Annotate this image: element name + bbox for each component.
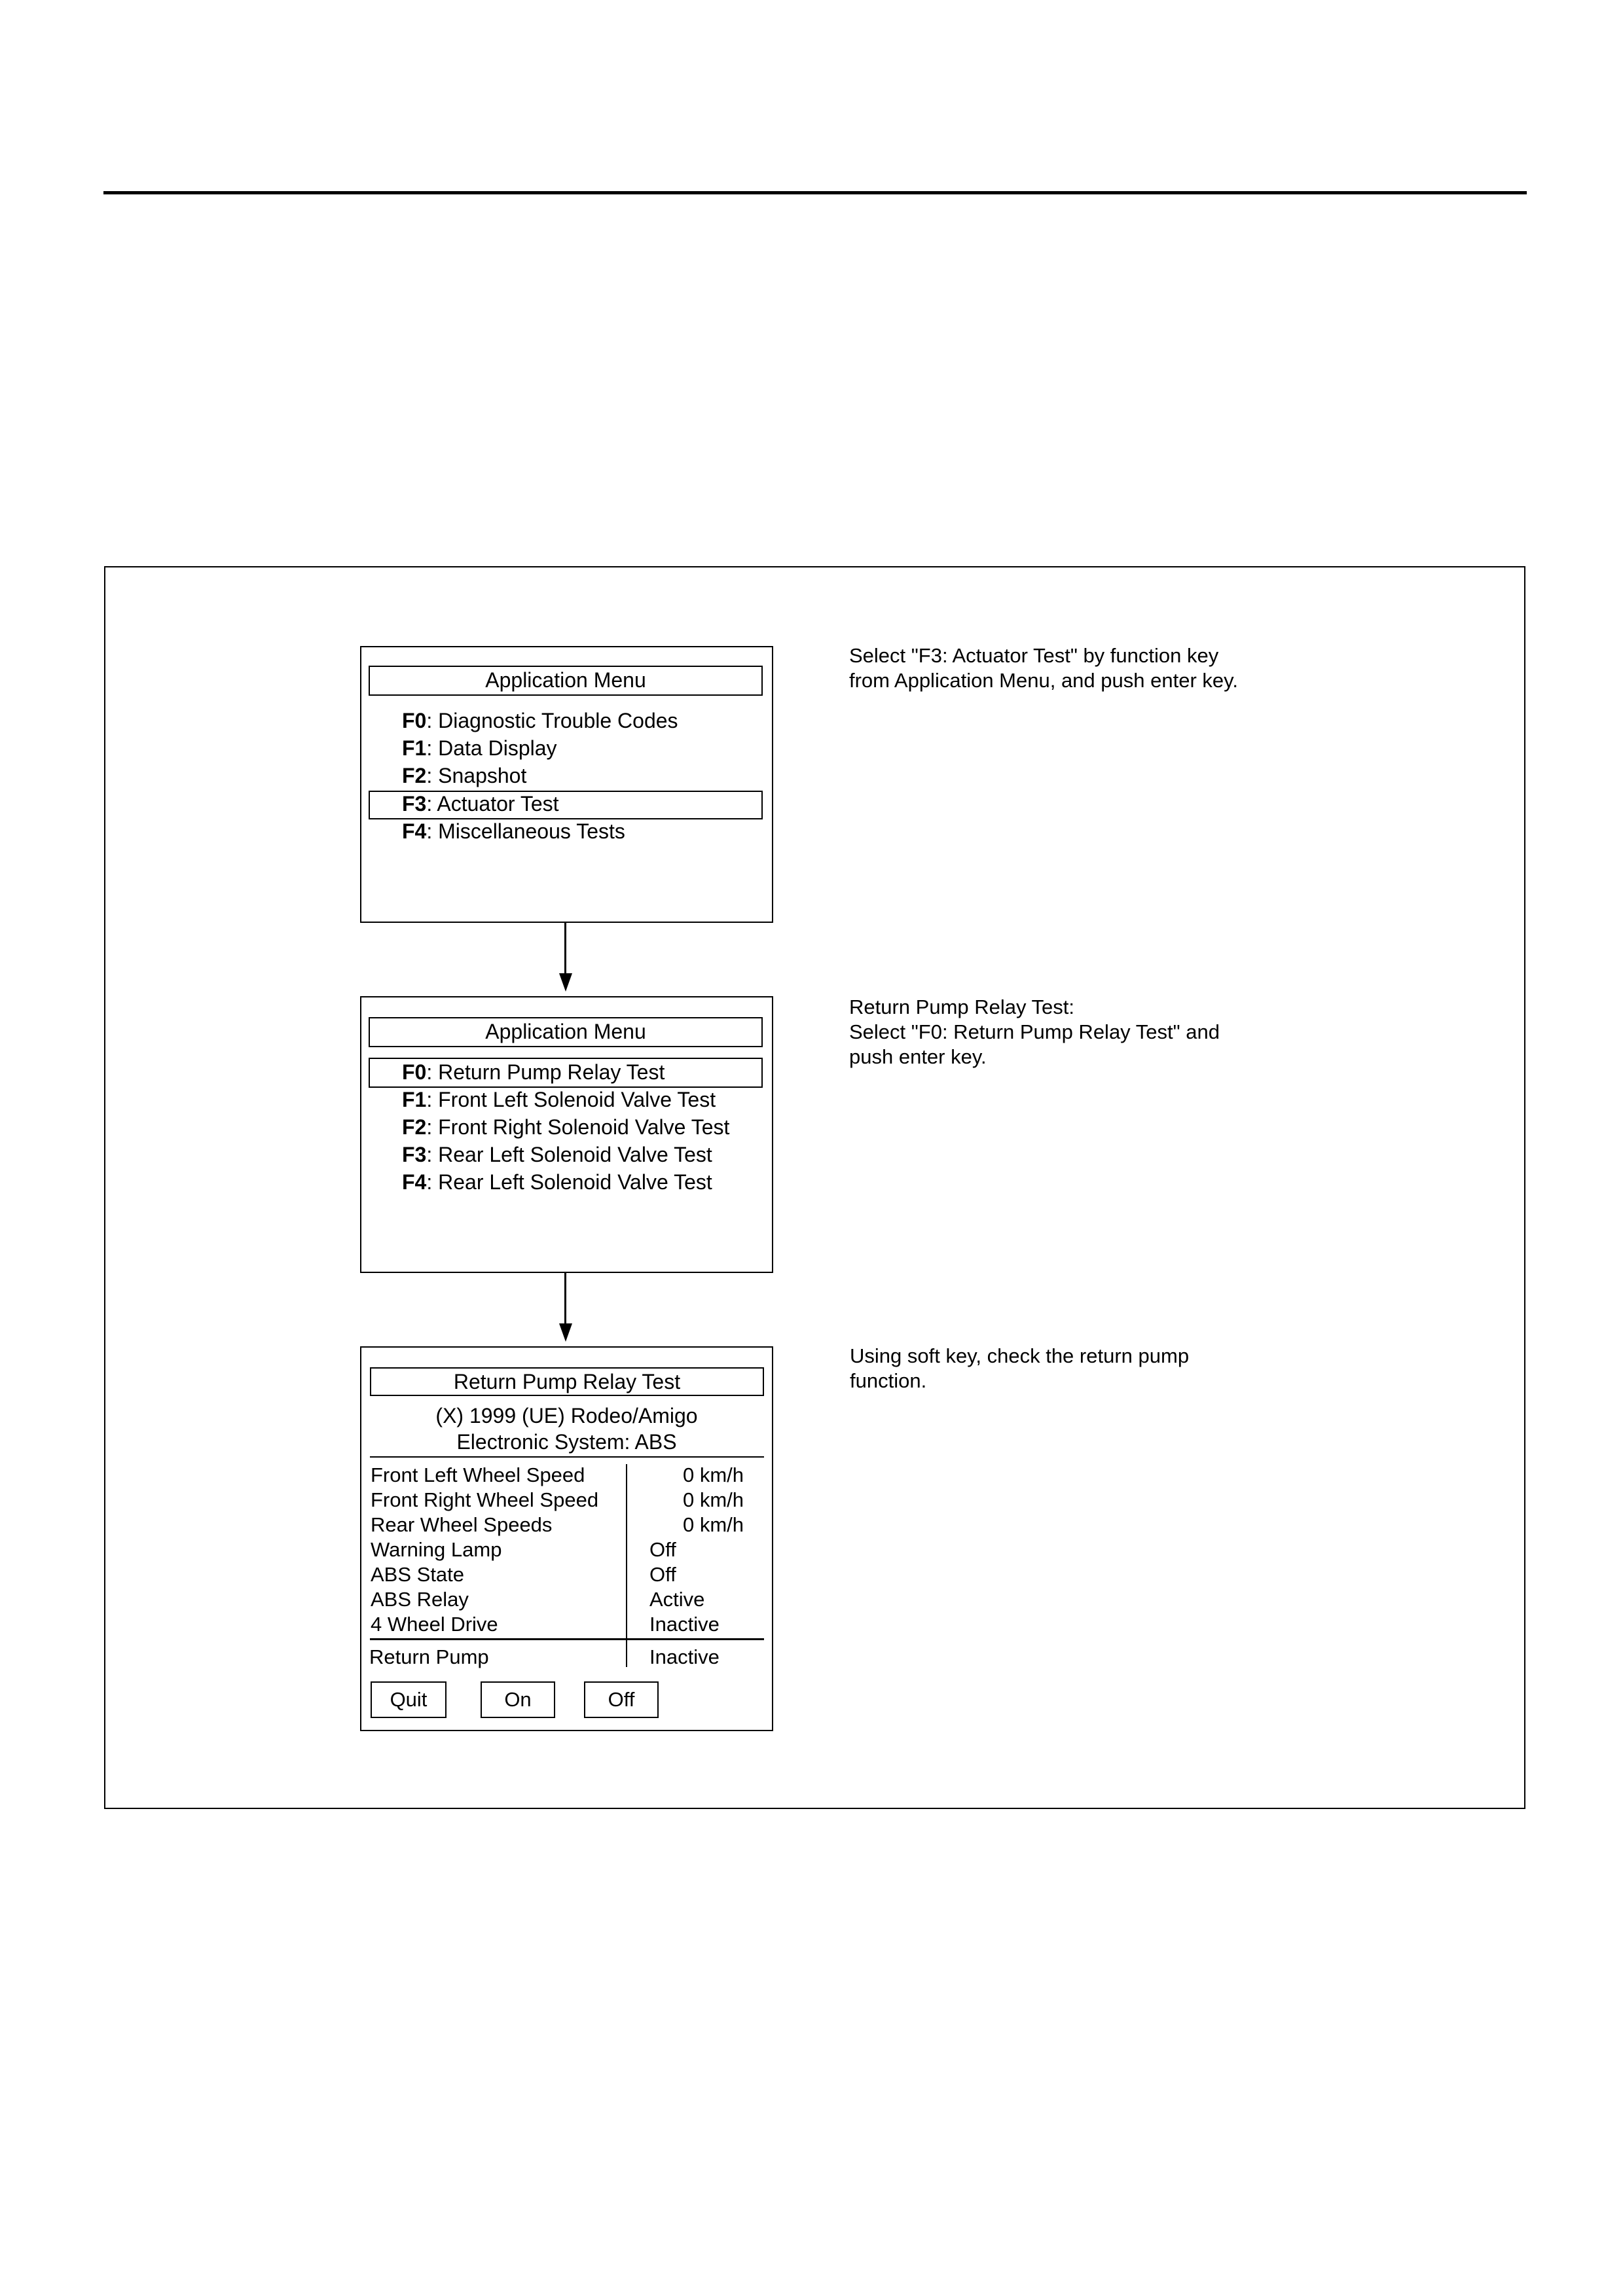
data-value: Off [649, 1538, 676, 1561]
application-menu-screen [360, 646, 773, 923]
menu-item-data-display[interactable]: F1: Data Display [402, 736, 557, 760]
menu-item-actuator-test[interactable]: F3: Actuator Test [402, 792, 559, 816]
screen-title: Return Pump Relay Test [370, 1367, 764, 1396]
menu-item-return-pump-relay-test[interactable]: F0: Return Pump Relay Test [402, 1060, 665, 1084]
system-info: Electronic System: ABS [456, 1430, 677, 1454]
return-pump-label: Return Pump [369, 1645, 489, 1668]
data-value: 0 km/h [682, 1488, 744, 1511]
flow-arrow [564, 923, 566, 975]
flow-arrow [564, 1273, 566, 1325]
arrow-head-icon [559, 1323, 572, 1342]
arrow-head-icon [559, 973, 572, 992]
return-pump-relay-test-screen [360, 1346, 773, 1731]
actuator-test-menu-screen [360, 996, 773, 1273]
data-value: Inactive [649, 1613, 720, 1636]
data-value: Off [649, 1563, 676, 1586]
quit-button[interactable]: Quit [371, 1681, 447, 1718]
menu-item-rear-left-solenoid-valve-test[interactable]: F3: Rear Left Solenoid Valve Test [402, 1143, 712, 1166]
header-rule [103, 191, 1527, 194]
figure-frame [104, 566, 1525, 1809]
data-label: 4 Wheel Drive [371, 1613, 498, 1636]
menu-item-diagnostic-trouble-codes[interactable]: F0: Diagnostic Trouble Codes [402, 709, 678, 732]
data-label: Warning Lamp [371, 1538, 502, 1561]
menu-item-miscellaneous-tests[interactable]: F4: Miscellaneous Tests [402, 819, 625, 843]
data-value: Active [649, 1588, 705, 1611]
vehicle-info: (X) 1999 (UE) Rodeo/Amigo [435, 1404, 698, 1427]
return-pump-value: Inactive [649, 1645, 720, 1668]
instruction-note: Using soft key, check the return pump function. [850, 1344, 1190, 1392]
off-button[interactable]: Off [584, 1681, 659, 1718]
screen-title: Application Menu [369, 666, 763, 696]
data-value: 0 km/h [682, 1513, 744, 1536]
screen-title: Application Menu [369, 1017, 763, 1047]
menu-item-front-right-solenoid-valve-test[interactable]: F2: Front Right Solenoid Valve Test [402, 1115, 730, 1139]
column-divider [626, 1646, 627, 1667]
instruction-note: Return Pump Relay Test: Select "F0: Return Pump Relay Test" and push enter key. [849, 996, 1220, 1068]
divider [370, 1638, 764, 1640]
menu-item-snapshot[interactable]: F2: Snapshot [402, 764, 527, 787]
data-label: ABS Relay [371, 1588, 469, 1611]
data-label: Front Right Wheel Speed [371, 1488, 599, 1511]
data-label: ABS State [371, 1563, 465, 1586]
divider [370, 1456, 764, 1458]
column-divider [626, 1464, 627, 1666]
instruction-note: Select "F3: Actuator Test" by function key from Application Menu, and push enter key. [849, 644, 1238, 692]
data-label: Front Left Wheel Speed [371, 1463, 585, 1486]
menu-item-rear-left-solenoid-valve-test-2[interactable]: F4: Rear Left Solenoid Valve Test [402, 1170, 712, 1194]
data-label: Rear Wheel Speeds [371, 1513, 553, 1536]
menu-item-front-left-solenoid-valve-test[interactable]: F1: Front Left Solenoid Valve Test [402, 1088, 716, 1111]
data-value: 0 km/h [682, 1463, 744, 1486]
on-button[interactable]: On [481, 1681, 555, 1718]
